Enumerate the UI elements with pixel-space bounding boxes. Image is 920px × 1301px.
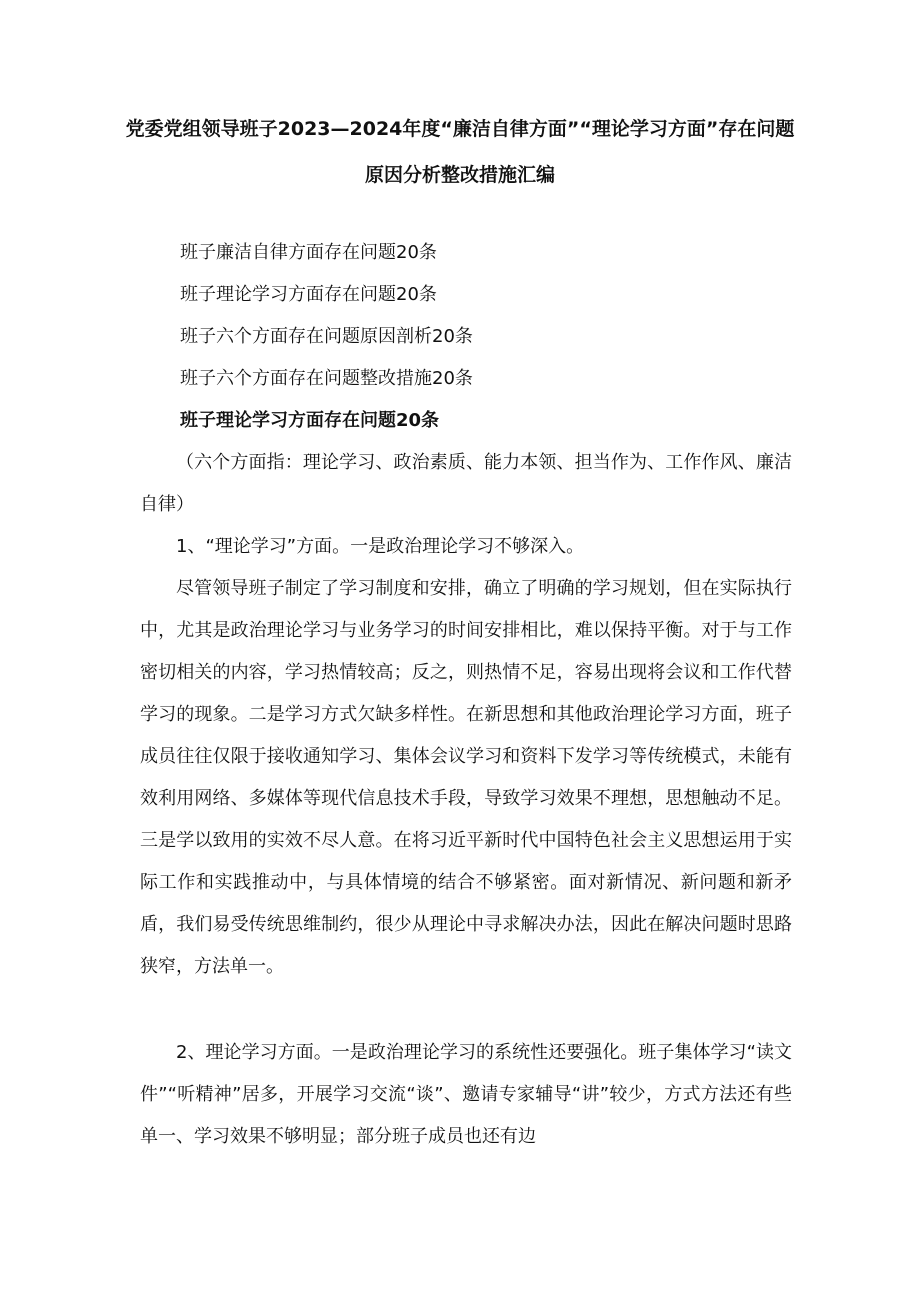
toc-item: 班子理论学习方面存在问题20条	[180, 284, 437, 305]
item-1-body: 尽管领导班子制定了学习制度和安排，确立了明确的学习规划，但在实际执行中，尤其是政治理论学习与业务学习的时间安排相比，难以保持平衡。对于与工作密切相关的内容，学习热情较高；反之，则热情不足，容易出现将会议和工作代替学习的现象。二是学习方式欠缺多样性。在新思想和其他政治理论学习方面，班子成员往往仅限于接收通知学习、集体会议学习和资料下发学习等传统模式，未能有效利用网络、多媒体等现代信息技术手段，导致学习效果不理想，思想触动不足。三是学以致用的实效不尽人意。在将习近平新时代中国特色社会主义思想运用于实际工作和实践推动中，与具体情境的结合不够紧密。面对新情况、新问题和新矛盾，我们易受传统思维制约，很少从理论中寻求解决办法，因此在解决问题时思路狭窄，方法单一。	[140, 578, 792, 977]
item-1-heading: 1、“理论学习”方面。一是政治理论学习不够深入。	[176, 536, 585, 557]
toc-item: 班子六个方面存在问题原因剖析20条	[180, 326, 473, 347]
toc-item: 班子六个方面存在问题整改措施20条	[180, 368, 473, 389]
six-aspects-note: （六个方面指：理论学习、政治素质、能力本领、担当作为、工作作风、廉洁自律）	[140, 452, 792, 515]
table-of-contents	[180, 232, 473, 400]
section-heading: 班子理论学习方面存在问题20条	[180, 410, 440, 431]
document-title: 党委党组领导班子2023—2024年度“廉洁自律方面”“理论学习方面”存在问题原因分析整改措施汇编	[125, 118, 795, 186]
item-2-body: 2、理论学习方面。一是政治理论学习的系统性还要强化。班子集体学习“读文件”“听精神”居多，开展学习交流“谈”、邀请专家辅导“讲”较少，方式方法还有些单一、学习效果不够明显；部分班子成员也还有边	[140, 1042, 792, 1147]
toc-item: 班子廉洁自律方面存在问题20条	[180, 242, 437, 263]
